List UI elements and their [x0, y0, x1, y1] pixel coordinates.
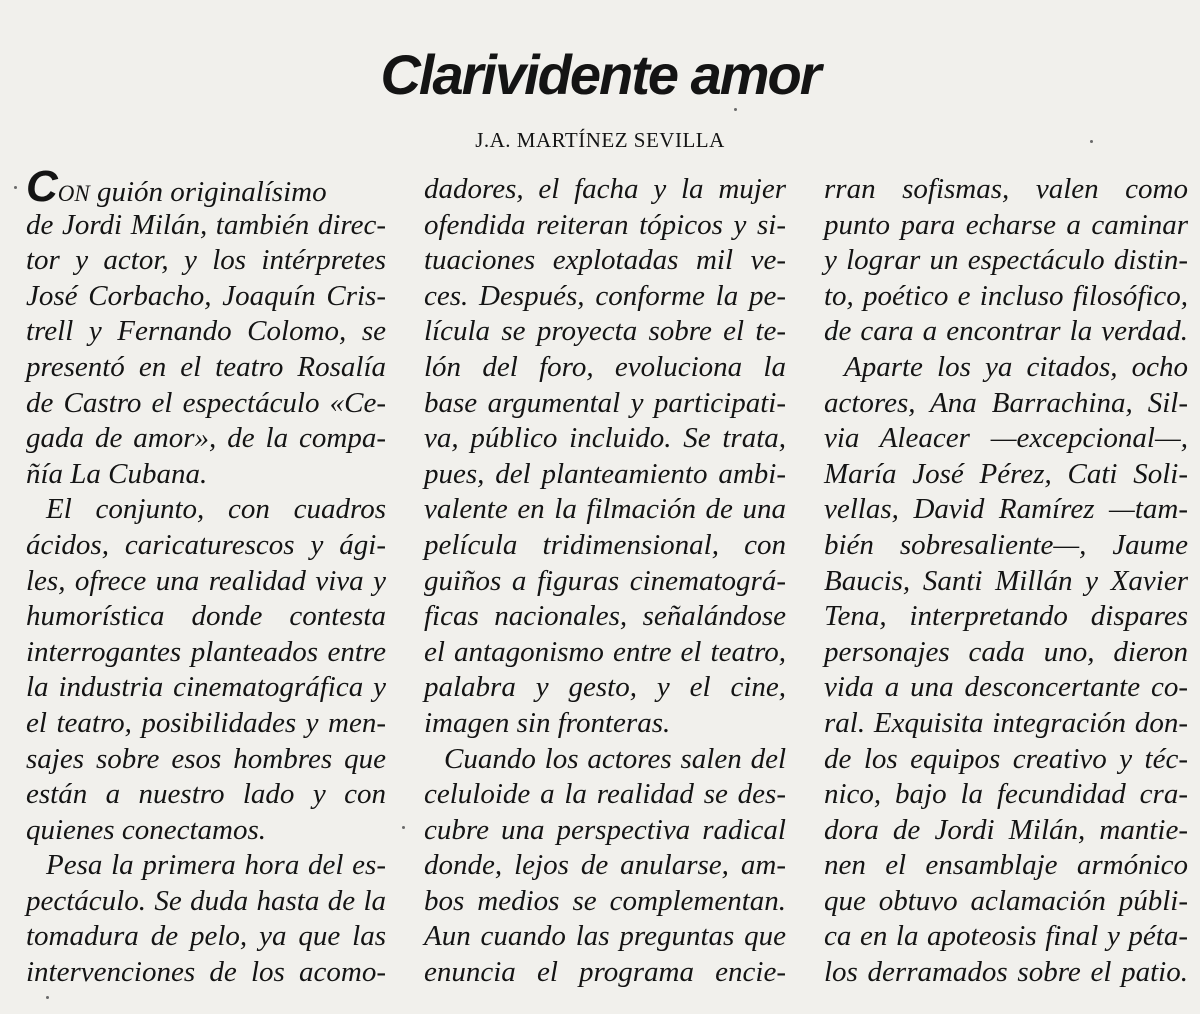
article-line: Pesa la primera hora del es- [46, 849, 386, 882]
article-line: to, poético e incluso filosófico, [824, 279, 1188, 312]
article-line: pues, del planteamiento ambi- [424, 457, 786, 490]
article-line: El conjunto, con cuadros [46, 493, 386, 526]
article-line: lón del foro, evoluciona la [424, 350, 786, 383]
article-line: José Corbacho, Joaquín Cris- [26, 279, 386, 312]
article-line: celuloide a la realidad se des- [424, 778, 786, 811]
article-line: cubre una perspectiva radical [424, 813, 786, 846]
article-line: bién sobresaliente—, Jaume [824, 528, 1188, 561]
article-line: el teatro, posibilidades y men- [26, 706, 386, 739]
article-line [26, 162, 386, 211]
article-column-3 [824, 172, 1188, 991]
article-line: punto para echarse a caminar [824, 208, 1188, 241]
article-byline: J.A. MARTÍNEZ SEVILLA [475, 128, 725, 152]
article-line: imagen sin fronteras. [424, 706, 671, 739]
article-line: pectáculo. Se duda hasta de la [26, 884, 386, 917]
article-line: que obtuvo aclamación públi- [824, 884, 1188, 917]
article-line: Baucis, Santi Millán y Xavier [824, 564, 1188, 597]
article-line: va, público incluido. Se trata, [424, 422, 786, 455]
article-line: tor y actor, y los intérpretes [26, 244, 386, 277]
article-line: sajes sobre esos hombres que [26, 742, 386, 775]
article-line-text: guión originalísimo [89, 176, 327, 208]
article-line: guiños a figuras cinematográ- [424, 564, 786, 597]
article-line: humorística donde contesta [26, 600, 386, 633]
article-column-2 [424, 172, 786, 991]
article-line: vellas, David Ramírez —tam- [824, 493, 1188, 526]
article-line: dadores, el facha y la mujer [424, 173, 786, 205]
article-line: bos medios se complementan. [424, 884, 786, 917]
first-word-small-caps: ON [57, 181, 90, 206]
article-line: de Castro el espectáculo «Ce- [26, 386, 386, 419]
article-line: intervenciones de los acomo- [26, 956, 386, 989]
article-line: nen el ensamblaje armónico [824, 849, 1188, 882]
article-line: de los equipos creativo y téc- [824, 742, 1188, 775]
article-line: de cara a encontrar la verdad. [824, 315, 1188, 348]
article-title: Clarividente amor [380, 43, 820, 106]
article-line: ca en la apoteosis final y péta- [824, 920, 1188, 953]
article-line: los derramados sobre el patio. [824, 956, 1188, 989]
print-speck [46, 996, 49, 999]
article-line: el antagonismo entre el teatro, [424, 635, 786, 668]
article-line: ñía La Cubana. [26, 457, 208, 490]
article-line: vida a una desconcertante co- [824, 671, 1188, 704]
print-speck [1090, 140, 1093, 143]
article-line: la industria cinematográfica y [26, 671, 386, 704]
article-line: María José Pérez, Cati Soli- [824, 457, 1188, 490]
article-line: Aparte los ya citados, ocho [844, 350, 1188, 383]
article-line: película tridimensional, con [424, 528, 786, 561]
article-line: enuncia el programa encie- [424, 956, 786, 989]
article-line: nico, bajo la fecundidad cra- [824, 778, 1188, 811]
article-line: rran sofismas, valen como [824, 173, 1188, 205]
article-line: ces. Después, conforme la pe- [424, 279, 786, 312]
article-line: base argumental y participati- [424, 386, 786, 419]
article-column-1 [26, 162, 386, 991]
article-line: ficas nacionales, señalándose [424, 600, 786, 633]
article-line: están a nuestro lado y con [26, 778, 386, 811]
drop-cap: C [26, 162, 58, 211]
article-line: quienes conectamos. [26, 813, 266, 846]
article-line: les, ofrece una realidad viva y [26, 564, 386, 597]
article-line: valente en la filmación de una [424, 493, 786, 526]
print-speck [14, 186, 17, 189]
article-line: tuaciones explotadas mil ve- [424, 244, 786, 277]
article-line: ofendida reiteran tópicos y si- [424, 208, 786, 241]
article-line: Cuando los actores salen del [444, 742, 786, 775]
article-line: Tena, interpretando dispares [824, 600, 1188, 633]
article-line: donde, lejos de anularse, am- [424, 849, 786, 882]
article-line: via Aleacer —excepcional—, [824, 422, 1188, 455]
article-line: Aun cuando las preguntas que [424, 920, 786, 953]
print-speck [402, 826, 405, 829]
article-line: trell y Fernando Colomo, se [26, 315, 386, 348]
article-line: ácidos, caricaturescos y ági- [26, 528, 386, 561]
article-line: gada de amor», de la compa- [26, 422, 386, 455]
article-line: y lograr un espectáculo distin- [824, 244, 1188, 277]
article-line: palabra y gesto, y el cine, [424, 671, 786, 704]
print-speck [734, 108, 737, 111]
article-line: actores, Ana Barrachina, Sil- [824, 386, 1188, 419]
article-line: lícula se proyecta sobre el te- [424, 315, 786, 348]
article-line: tomadura de pelo, ya que las [26, 920, 386, 953]
article-line: de Jordi Milán, también direc- [26, 208, 386, 241]
article-line: ral. Exquisita integración don- [824, 706, 1188, 739]
article-line: interrogantes planteados entre [26, 635, 386, 668]
article-line: dora de Jordi Milán, mantie- [824, 813, 1188, 846]
article-line: presentó en el teatro Rosalía [26, 350, 386, 383]
article-line: personajes cada uno, dieron [824, 635, 1188, 668]
